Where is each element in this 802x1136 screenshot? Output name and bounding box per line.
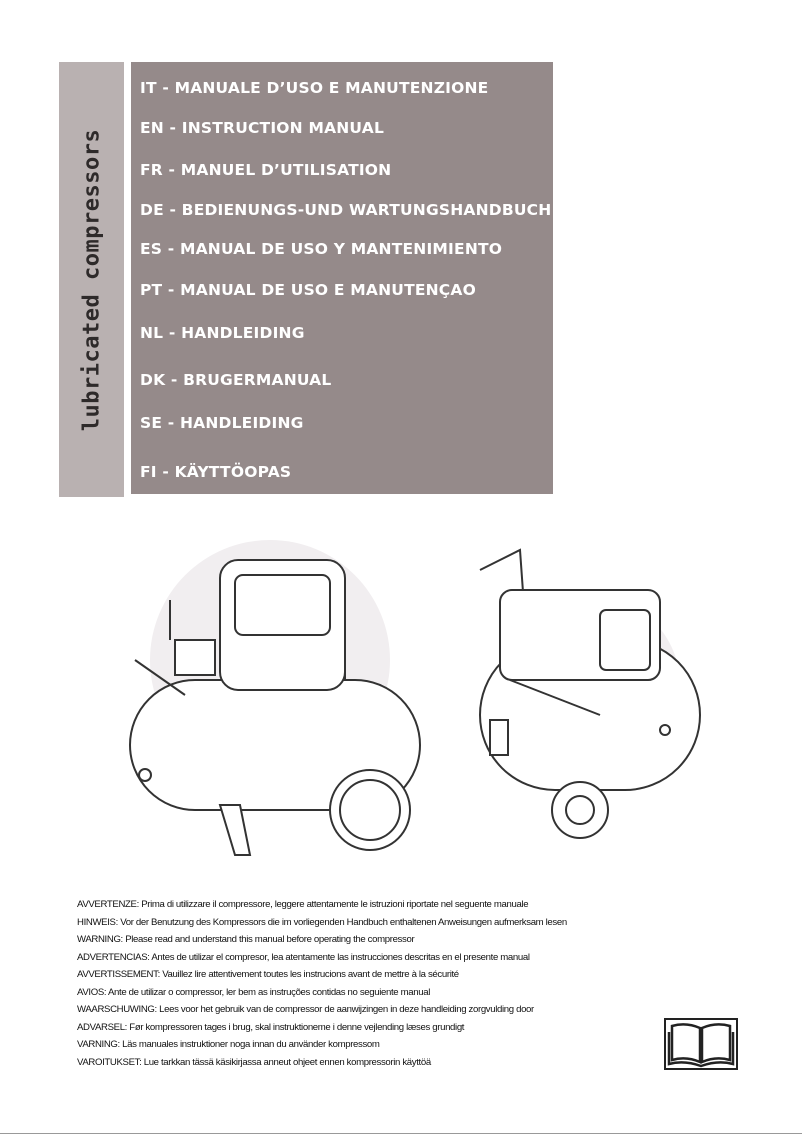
title-it: IT - MANUALE D’USO E MANUTENZIONE	[140, 79, 489, 97]
warning-pt: AVIOS: Ante de utilizar o compressor, ler bem as instruções contidas no seguiente manual	[77, 986, 430, 998]
warning-it: AVVERTENZE: Prima di utilizzare il compressore, leggere attentamente le istruzioni riportate nel seguente manuale	[77, 899, 529, 910]
title-en: EN - INSTRUCTION MANUAL	[140, 119, 385, 137]
sidebar-band	[59, 62, 124, 497]
product-category-label: lubricated compressors	[79, 128, 104, 431]
warning-es: ADVERTENCIAS: Antes de utilizar el compresor, lea atentamente las instrucciones descritas en el presente manual	[77, 951, 530, 963]
compressor-right	[480, 550, 700, 838]
compressor-left	[130, 540, 420, 855]
warning-dk: ADVARSEL: Før kompressoren tages i brug, skal instruktioneme i denne vejlending læses grundigt	[77, 1021, 465, 1033]
warning-se: VARNING: Läs manuales instruktioner noga innan du använder kompressom	[77, 1039, 380, 1050]
title-se: SE - HANDLEIDING	[140, 414, 304, 432]
warning-fr: AVVERTISSEMENT: Vauillez lire attentivement toutes les instrucions avant de mettre à la sécurité	[77, 969, 459, 980]
manual-titles-panel	[131, 62, 553, 494]
book-icon	[664, 1018, 738, 1070]
page-bottom-rule	[0, 1133, 802, 1134]
warning-de: HINWEIS: Vor der Benutzung des Kompressors die im vorliegenden Handbuch enthaltenen Anweisungen aufmerksam lesen	[77, 916, 567, 928]
warning-nl: WAARSCHUWING: Lees voor het gebruik van de compressor de aanwijzingen in deze handleiding zorgvulding door	[77, 1004, 534, 1015]
warning-fi: VAROITUKSET: Lue tarkkan tässä käsikirjassa anneut ohjeet ennen kompressorin käyttöä	[77, 1056, 431, 1068]
title-fi: FI - KÄYTTÖOPAS	[140, 463, 292, 481]
title-de: DE - BEDIENUNGS-UND WARTUNGSHANDBUCH	[140, 201, 552, 219]
title-nl: NL - HANDLEIDING	[140, 324, 305, 342]
compressor-illustrations	[100, 520, 720, 870]
warning-en: WARNING: Please read and understand this manual before operating the compressor	[77, 934, 415, 945]
title-es: ES - MANUAL DE USO Y MANTENIMIENTO	[140, 240, 503, 258]
title-fr: FR - MANUEL D’UTILISATION	[140, 161, 392, 179]
title-dk: DK - BRUGERMANUAL	[140, 371, 332, 389]
safety-warnings	[77, 896, 567, 1071]
title-pt: PT - MANUAL DE USO E MANUTENÇAO	[140, 281, 476, 299]
